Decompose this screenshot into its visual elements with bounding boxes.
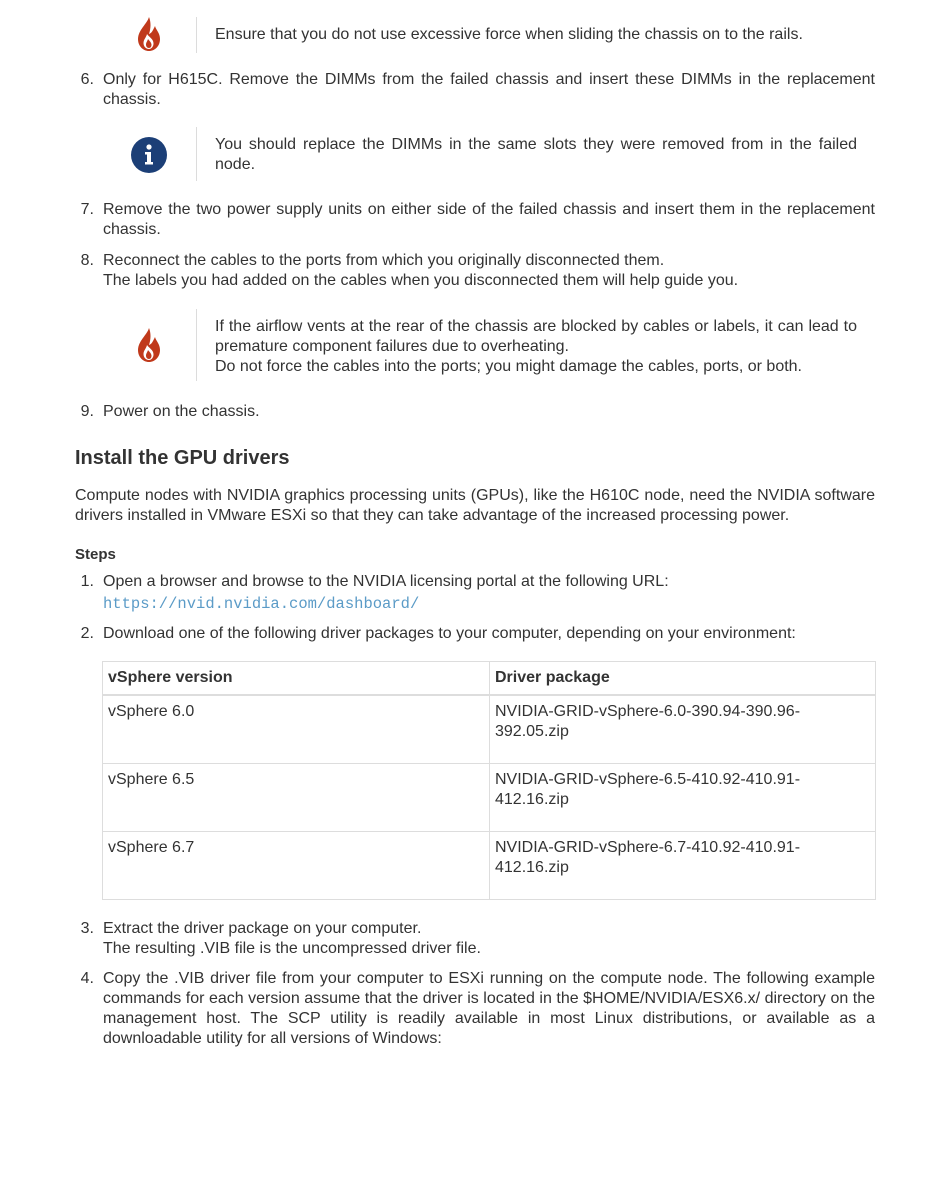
table-header-cell: Driver package	[490, 662, 876, 696]
flame-warning-icon	[134, 16, 164, 52]
table-header-cell: vSphere version	[103, 662, 490, 696]
table-cell: vSphere 6.5	[103, 764, 490, 832]
step-number: 8.	[80, 252, 94, 269]
warning-text: Ensure that you do not use excessive force when sliding the chassis on to the rails.	[215, 26, 803, 43]
info-circle-icon	[131, 137, 167, 173]
steps-label: Steps	[75, 546, 116, 563]
table-cell: vSphere 6.7	[103, 832, 490, 900]
info-text: You should replace the DIMMs in the same slots they were removed from in the failed node.	[215, 136, 857, 173]
step-subtext: The resulting .VIB file is the uncompressed driver file.	[103, 940, 481, 957]
table-cell: vSphere 6.0	[103, 695, 490, 764]
step-number: 6.	[80, 71, 94, 88]
driver-package-table	[102, 661, 876, 900]
step-number: 9.	[80, 403, 94, 420]
section-intro: Compute nodes with NVIDIA graphics processing units (GPUs), like the H610C node, need the NVIDIA software drivers installed in VMware ESXi so that they can take advantage of the increased processing power.	[75, 487, 875, 524]
table-row	[103, 764, 876, 832]
table-cell: NVIDIA-GRID-vSphere-6.5-410.92-410.91-412.16.zip	[490, 764, 876, 832]
step-text: Only for H615C. Remove the DIMMs from the failed chassis and insert these DIMMs in the replacement chassis.	[103, 71, 875, 108]
step-text: Reconnect the cables to the ports from which you originally disconnected them.	[103, 252, 665, 269]
table-cell: NVIDIA-GRID-vSphere-6.0-390.94-390.96-392.05.zip	[490, 695, 876, 764]
section-title: Install the GPU drivers	[75, 447, 290, 469]
step-text: Copy the .VIB driver file from your computer to ESXi running on the compute node. The following example commands for each version assume that the driver is located in the $HOME/NVIDIA/ESX6.x/ directory on the management host. The SCP utility is readily available in most Linux distributions, or available as a downloadable utility for all versions of Windows:	[103, 970, 875, 1047]
warning-text-2: Do not force the cables into the ports; you might damage the cables, ports, or both.	[215, 358, 802, 375]
table-header-row	[103, 662, 876, 696]
step-number: 2.	[80, 625, 94, 642]
step-text: Remove the two power supply units on either side of the failed chassis and insert them in the replacement chassis.	[103, 201, 875, 238]
step-subtext: The labels you had added on the cables when you disconnected them will help guide you.	[103, 272, 739, 289]
step-number: 3.	[80, 920, 94, 937]
table-row	[103, 832, 876, 900]
step-text: Download one of the following driver packages to your computer, depending on your environment:	[103, 625, 796, 642]
step-text: Extract the driver package on your computer.	[103, 920, 422, 937]
step-number: 4.	[80, 970, 94, 987]
table-row	[103, 695, 876, 764]
table-cell: NVIDIA-GRID-vSphere-6.7-410.92-410.91-412.16.zip	[490, 832, 876, 900]
nvidia-portal-link[interactable]: https://nvid.nvidia.com/dashboard/	[103, 595, 420, 613]
step-number: 7.	[80, 201, 94, 218]
warning-text: If the airflow vents at the rear of the chassis are blocked by cables or labels, it can lead to premature component failures due to overheating.	[215, 318, 857, 355]
step-text: Power on the chassis.	[103, 403, 260, 420]
flame-warning-icon	[134, 327, 164, 363]
step-text: Open a browser and browse to the NVIDIA licensing portal at the following URL:	[103, 573, 669, 590]
step-number: 1.	[80, 573, 94, 590]
